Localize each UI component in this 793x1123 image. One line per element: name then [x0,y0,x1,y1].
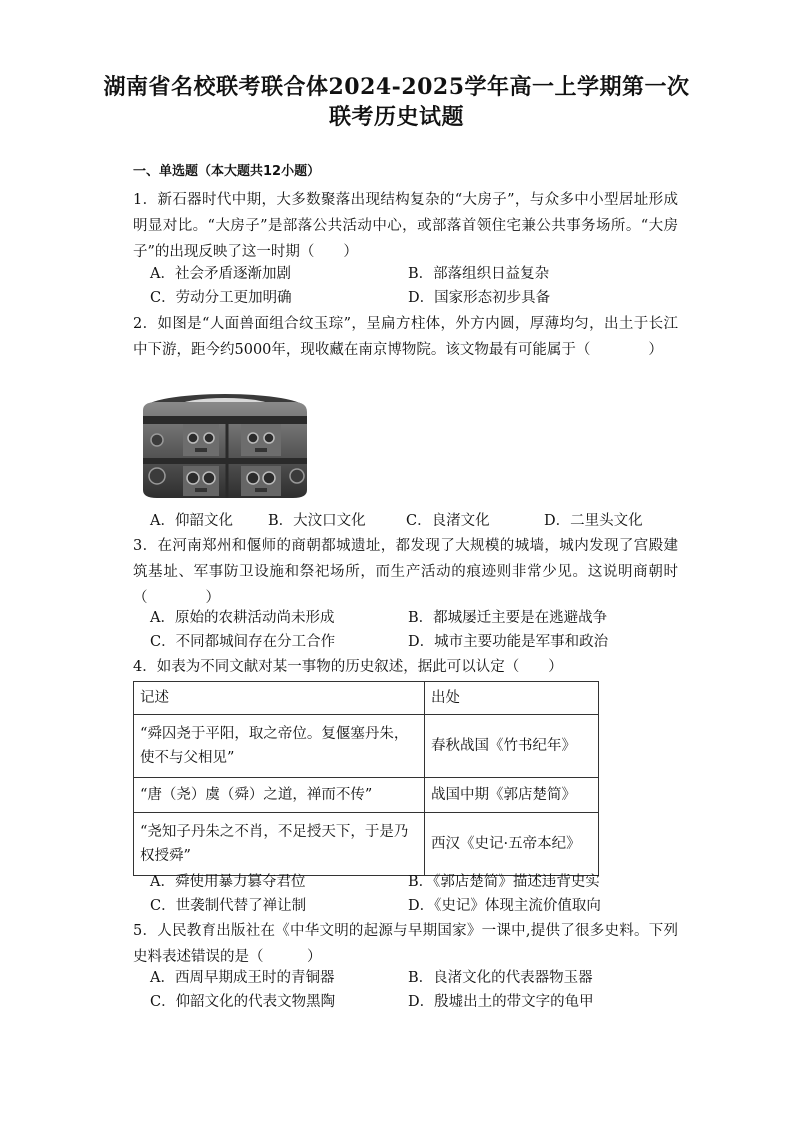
table-cell: 西汉《史记·五帝本纪》 [425,813,599,876]
question-5-options [150,966,680,1014]
q2-option-b: B．大汶口文化 [268,513,366,529]
exam-title [60,72,733,132]
q4-option-a: A．舜使用暴力篡夺君位 [150,874,306,890]
q2-option-a: A．仰韶文化 [150,513,233,529]
q3-option-a: A．原始的农耕活动尚未形成 [150,610,335,626]
table-row [134,778,599,813]
table-cell: “舜囚尧于平阳，取之帝位。复偃塞丹朱，使不与父相见” [134,715,425,778]
q5-option-c: C．仰韶文化的代表文物黑陶 [150,994,336,1010]
q5-option-d: D．殷墟出土的带文字的龟甲 [408,994,594,1010]
q4-option-c: C．世袭制代替了禅让制 [150,898,307,914]
q3-option-d: D．城市主要功能是军事和政治 [408,634,609,650]
q5-option-a: A．西周早期成王时的青铜器 [150,970,335,986]
table-row [134,715,599,778]
q4-option-d: D．《史记》体现主流价值取向 [408,898,601,914]
title-line-2: 联考历史试题 [328,104,464,130]
q1-option-c: C．劳动分工更加明确 [150,290,292,306]
question-3-options [150,606,680,654]
question-2-options [150,509,680,533]
table-header-cell: 出处 [425,682,599,715]
table-cell: 战国中期《郭店楚简》 [425,778,599,813]
table-row [134,813,599,876]
history-table [133,681,599,876]
q5-option-b: B．良渚文化的代表器物玉器 [408,970,593,986]
q2-option-d: D．二里头文化 [544,513,643,529]
jade-cong-image [137,390,312,502]
q4-option-b: B．《郭店楚简》描述违背史实 [408,874,600,890]
table-header-row [134,682,599,715]
section-heading: 一、单选题（本大题共12小题） [133,164,321,179]
q1-option-d: D．国家形态初步具备 [408,290,551,306]
q1-option-b: B．部落组织日益复杂 [408,266,550,282]
table-header-cell: 记述 [134,682,425,715]
question-5-stem: 5．人民教育出版社在《中华文明的起源与早期国家》一课中,提供了很多史料。下列史料表述错误的是（ ） [133,923,678,965]
table-cell: “唐（尧）虞（舜）之道，禅而不传” [134,778,425,813]
question-1-stem: 1．新石器时代中期，大多数聚落出现结构复杂的“大房子”，与众多中小型居址形成明显对比。“大房子”是部落公共活动中心，或部落首领住宅兼公共事务场所。“大房子”的出现反映了这一时期（ ） [133,192,678,260]
table-cell: “尧知子丹朱之不肖，不足授天下，于是乃权授舜” [134,813,425,876]
q2-option-c: C．良渚文化 [406,513,490,529]
q3-option-c: C．不同都城间存在分工合作 [150,634,336,650]
title-line-1: 湖南省名校联考联合体2024-2025学年高一上学期第一次 [103,74,690,100]
question-4-stem: 4．如表为不同文献对某一事物的历史叙述，据此可以认定（ ） [133,659,563,675]
question-1-options [150,262,680,310]
table-cell: 春秋战国《竹书纪年》 [425,715,599,778]
question-3-stem: 3．在河南郑州和偃师的商朝都城遗址，都发现了大规模的城墙，城内发现了宫殿建筑基址、军事防卫设施和祭祀场所，而生产活动的痕迹则非常少见。这说明商朝时（ ） [133,538,678,606]
question-4-options [150,870,680,918]
question-2-stem: 2．如图是“人面兽面组合纹玉琮”，呈扁方柱体，外方内圆，厚薄均匀，出土于长江中下游，距今约5000年，现收藏在南京博物院。该文物最有可能属于（ ） [133,316,678,358]
q1-option-a: A．社会矛盾逐渐加剧 [150,266,291,282]
q3-option-b: B．都城屡迁主要是在逃避战争 [408,610,608,626]
